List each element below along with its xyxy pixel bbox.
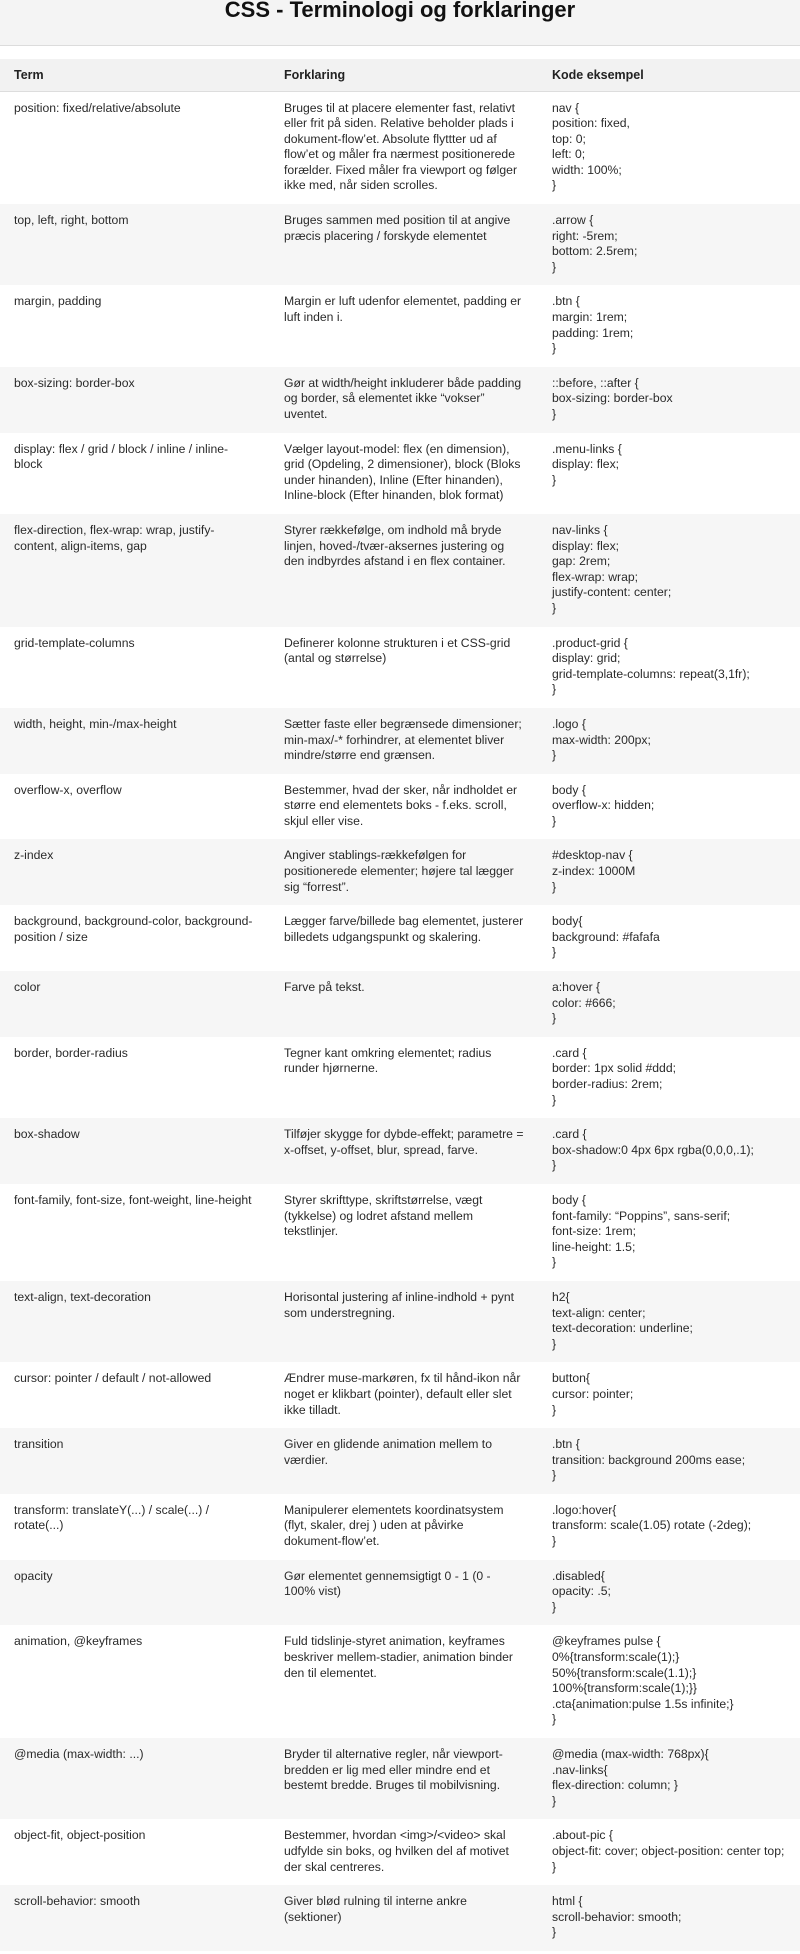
code-example-cell: .btn { margin: 1rem; padding: 1rem; } — [538, 285, 800, 366]
code-example-cell: .product-grid { display: grid; grid-template-columns: repeat(3,1fr); } — [538, 627, 800, 708]
explanation-cell: Gør elementet gennemsigtigt 0 - 1 (0 - 100% vist) — [270, 1560, 538, 1626]
table-body — [0, 91, 800, 1951]
table-row — [0, 1738, 800, 1819]
explanation-cell: Bryder til alternative regler, når viewport-bredden er lig med eller mindre end et bestemt bredde. Bruges til mobilvisning. — [270, 1738, 538, 1819]
term-cell: width, height, min-/max-height — [0, 708, 270, 774]
code-example-cell: nav-links { display: flex; gap: 2rem; flex-wrap: wrap; justify-content: center; } — [538, 514, 800, 627]
table-row — [0, 1560, 800, 1626]
explanation-cell: Tilføjer skygge for dybde-effekt; parametre = x-offset, y-offset, blur, spread, farve. — [270, 1118, 538, 1184]
term-cell: transition — [0, 1428, 270, 1494]
table-row — [0, 1184, 800, 1281]
explanation-cell: Styrer rækkefølge, om indhold må bryde linjen, hoved-/tvær-aksernes justering og den indbyrdes afstand i en flex container. — [270, 514, 538, 627]
column-header-explanation: Forklaring — [270, 59, 538, 91]
column-header-term: Term — [0, 59, 270, 91]
table-row — [0, 774, 800, 840]
term-cell: overflow-x, overflow — [0, 774, 270, 840]
code-example-cell: @keyframes pulse { 0%{transform:scale(1);} 50%{transform:scale(1.1);} 100%{transform:scale(1);}} .cta{animation:pulse 1.5s infinite;} } — [538, 1625, 800, 1738]
term-cell: text-align, text-decoration — [0, 1281, 270, 1362]
term-cell: background, background-color, background-position / size — [0, 905, 270, 971]
explanation-cell: Fuld tidslinje-styret animation, keyframes beskriver mellem-stadier, animation binder den til elementet. — [270, 1625, 538, 1738]
term-cell: font-family, font-size, font-weight, line-height — [0, 1184, 270, 1281]
code-example-cell: .menu-links { display: flex; } — [538, 433, 800, 514]
term-cell: box-sizing: border-box — [0, 367, 270, 433]
term-cell: box-shadow — [0, 1118, 270, 1184]
code-example-cell: .about-pic { object-fit: cover; object-position: center top; } — [538, 1819, 800, 1885]
code-example-cell: body { overflow-x: hidden; } — [538, 774, 800, 840]
code-example-cell: ::before, ::after { box-sizing: border-box } — [538, 367, 800, 433]
term-cell: position: fixed/relative/absolute — [0, 91, 270, 204]
header-gap — [0, 46, 800, 59]
code-example-cell: h2{ text-align: center; text-decoration: underline; } — [538, 1281, 800, 1362]
explanation-cell: Farve på tekst. — [270, 971, 538, 1037]
explanation-cell: Bestemmer, hvordan <img>/<video> skal udfylde sin boks, og hvilken del af motivet der skal centreres. — [270, 1819, 538, 1885]
term-cell: display: flex / grid / block / inline / inline-block — [0, 433, 270, 514]
explanation-cell: Margin er luft udenfor elementet, padding er luft inden i. — [270, 285, 538, 366]
explanation-cell: Gør at width/height inkluderer både padding og border, så elementet ikke “vokser” uventet. — [270, 367, 538, 433]
page-header — [0, 0, 800, 46]
explanation-cell: Bestemmer, hvad der sker, når indholdet er større end elementets boks - f.eks. scroll, skjul eller vise. — [270, 774, 538, 840]
explanation-cell: Lægger farve/billede bag elementet, justerer billedets udgangspunkt og skalering. — [270, 905, 538, 971]
column-header-example: Kode eksempel — [538, 59, 800, 91]
term-cell: @media (max-width: ...) — [0, 1738, 270, 1819]
code-example-cell: .card { box-shadow:0 4px 6px rgba(0,0,0,.1); } — [538, 1118, 800, 1184]
code-example-cell: .arrow { right: -5rem; bottom: 2.5rem; } — [538, 204, 800, 285]
table-row — [0, 1625, 800, 1738]
explanation-cell: Definerer kolonne strukturen i et CSS-grid (antal og størrelse) — [270, 627, 538, 708]
term-cell: margin, padding — [0, 285, 270, 366]
table-row — [0, 627, 800, 708]
term-cell: grid-template-columns — [0, 627, 270, 708]
table-row — [0, 839, 800, 905]
explanation-cell: Angiver stablings-rækkefølgen for positionerede elementer; højere tal lægger sig “forrest”. — [270, 839, 538, 905]
code-example-cell: .card { border: 1px solid #ddd; border-radius: 2rem; } — [538, 1037, 800, 1118]
explanation-cell: Sætter faste eller begrænsede dimensioner; min-max/-* forhindrer, at elementet bliver mindre/større end grænsen. — [270, 708, 538, 774]
table-row — [0, 1494, 800, 1560]
table-row — [0, 708, 800, 774]
explanation-cell: Tegner kant omkring elementet; radius runder hjørnerne. — [270, 1037, 538, 1118]
table-row — [0, 204, 800, 285]
terminology-table — [0, 59, 800, 1951]
code-example-cell: html { scroll-behavior: smooth; } — [538, 1885, 800, 1951]
explanation-cell: Styrer skrifttype, skriftstørrelse, vægt (tykkelse) og lodret afstand mellem tekstlinjer. — [270, 1184, 538, 1281]
table-row — [0, 91, 800, 204]
table-row — [0, 514, 800, 627]
table-row — [0, 1118, 800, 1184]
explanation-cell: Horisontal justering af inline-indhold + pynt som understregning. — [270, 1281, 538, 1362]
term-cell: flex-direction, flex-wrap: wrap, justify-content, align-items, gap — [0, 514, 270, 627]
table-row — [0, 1819, 800, 1885]
term-cell: z-index — [0, 839, 270, 905]
code-example-cell: .disabled{ opacity: .5; } — [538, 1560, 800, 1626]
code-example-cell: body{ background: #fafafa } — [538, 905, 800, 971]
term-cell: transform: translateY(...) / scale(...) / rotate(...) — [0, 1494, 270, 1560]
explanation-cell: Bruges sammen med position til at angive præcis placering / forskyde elementet — [270, 204, 538, 285]
explanation-cell: Manipulerer elementets koordinatsystem (flyt, skaler, drej ) uden at påvirke dokument-flow’et. — [270, 1494, 538, 1560]
table-row — [0, 971, 800, 1037]
table-row — [0, 905, 800, 971]
explanation-cell: Vælger layout-model: flex (en dimension), grid (Opdeling, 2 dimensioner), block (Bloks under hinanden), Inline (Efter hinanden), Inline-block (Efter hinanden, blok format) — [270, 433, 538, 514]
code-example-cell: nav { position: fixed, top: 0; left: 0; width: 100%; } — [538, 91, 800, 204]
code-example-cell: .btn { transition: background 200ms ease; } — [538, 1428, 800, 1494]
term-cell: top, left, right, bottom — [0, 204, 270, 285]
explanation-cell: Bruges til at placere elementer fast, relativt eller frit på siden. Relative beholder plads i dokument-flow’et. Absolute flyttter ud af flow’et og måler fra nærmest positionerede forælder. Fixed måler fra viewport og følger ikke med, når siden scrolles. — [270, 91, 538, 204]
code-example-cell: button{ cursor: pointer; } — [538, 1362, 800, 1428]
term-cell: cursor: pointer / default / not-allowed — [0, 1362, 270, 1428]
code-example-cell: #desktop-nav { z-index: 1000M } — [538, 839, 800, 905]
code-example-cell: @media (max-width: 768px){ .nav-links{ flex-direction: column; } } — [538, 1738, 800, 1819]
table-row — [0, 1362, 800, 1428]
table-row — [0, 1281, 800, 1362]
term-cell: object-fit, object-position — [0, 1819, 270, 1885]
term-cell: animation, @keyframes — [0, 1625, 270, 1738]
explanation-cell: Giver blød rulning til interne ankre (sektioner) — [270, 1885, 538, 1951]
table-row — [0, 285, 800, 366]
code-example-cell: .logo:hover{ transform: scale(1.05) rotate (-2deg); } — [538, 1494, 800, 1560]
code-example-cell: .logo { max-width: 200px; } — [538, 708, 800, 774]
term-cell: border, border-radius — [0, 1037, 270, 1118]
term-cell: color — [0, 971, 270, 1037]
term-cell: scroll-behavior: smooth — [0, 1885, 270, 1951]
page-title: CSS - Terminologi og forklaringer — [224, 0, 576, 22]
code-example-cell: body { font-family: “Poppins”, sans-serif; font-size: 1rem; line-height: 1.5; } — [538, 1184, 800, 1281]
table-row — [0, 1428, 800, 1494]
term-cell: opacity — [0, 1560, 270, 1626]
explanation-cell: Ændrer muse-markøren, fx til hånd-ikon når noget er klikbart (pointer), default eller slet ikke tilladt. — [270, 1362, 538, 1428]
table-row — [0, 433, 800, 514]
table-row — [0, 1037, 800, 1118]
code-example-cell: a:hover { color: #666; } — [538, 971, 800, 1037]
explanation-cell: Giver en glidende animation mellem to værdier. — [270, 1428, 538, 1494]
table-row — [0, 1885, 800, 1951]
table-header-row — [0, 59, 800, 91]
table-row — [0, 367, 800, 433]
